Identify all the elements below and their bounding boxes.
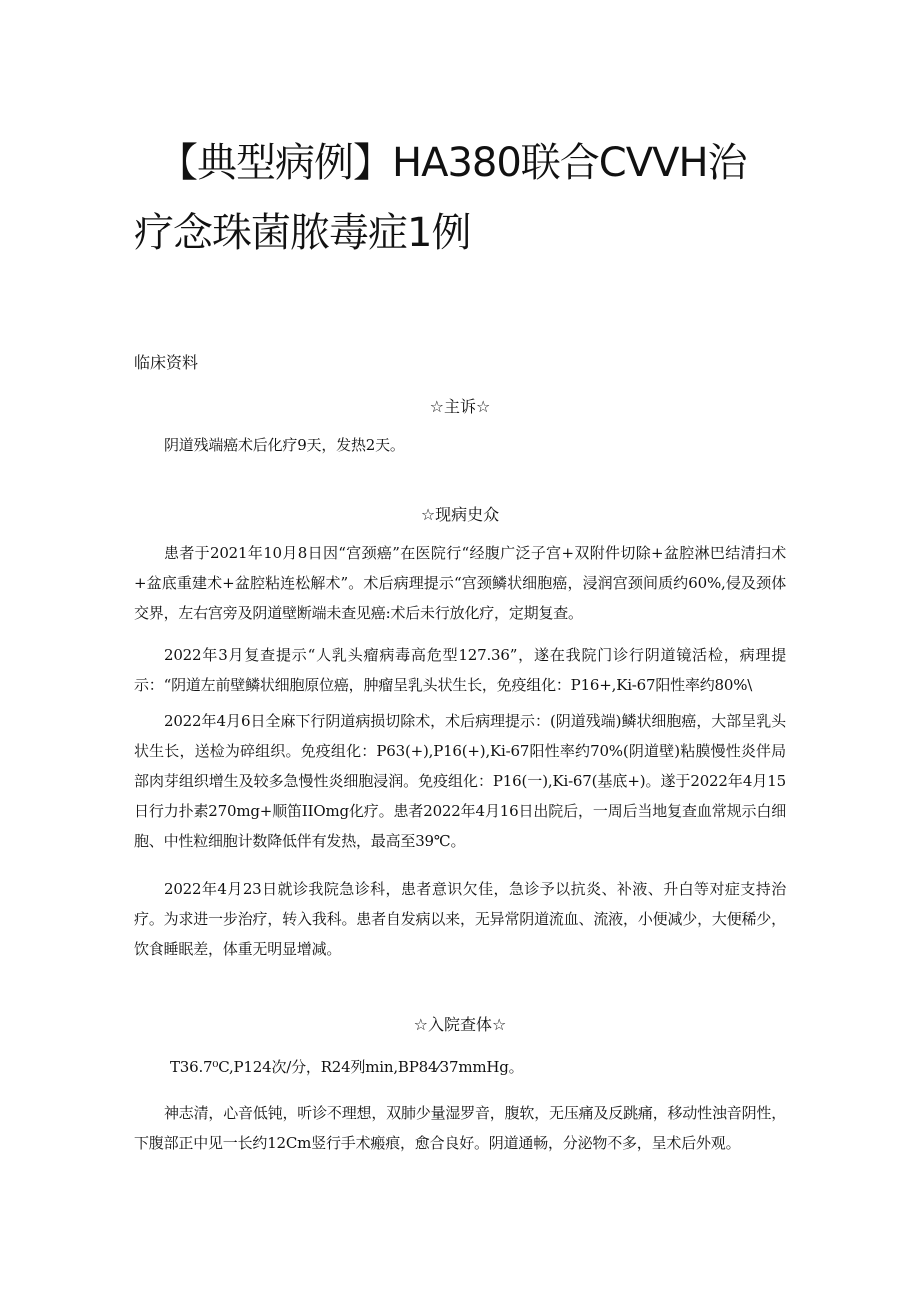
present-history-paragraph-1: 患者于2021年10月8日因“宫颈癌”在医院行“经腹广泛子宫+双附件切除+盆腔淋巴结清扫术+盆底重建术+盆腔粘连松解术”。术后病理提示“宫颈鳞状细胞癌，浸润宫颈间质约60%,侵及颈体交界，左右宫旁及阴道壁断端未查见癌:术后未行放化疗，定期复查。 [134, 544, 786, 622]
heading-present-history: ☆现病史众 [420, 505, 500, 524]
title-line-1: 【典型病例】HA380联合CVVH治 [158, 140, 747, 186]
physical-exam-vitals: T36.7⁰C,P124次/分，R24列min,BP84⁄37mmHg。 [170, 1058, 524, 1076]
present-history-paragraph-3: 2022年4月6日全麻下行阴道病损切除术，术后病理提示：(阴道残端)鳞状细胞癌，大部呈乳头状生长，送检为碎组织。免疫组化：P63(+),P16(+),Ki-67阳性率约70%(阴道壁)粘膜慢性炎伴局部肉芽组织增生及较多急慢性炎细胞浸润。免疫组化：P16(一),Ki-67(基底+)。遂于2022年4月15日行力扑素270mg+顺笛IIOmg化疗。患者2022年4月16日出院后，一周后当地复查血常规示白细胞、中性粒细胞计数降低伴有发热，最高至39℃。 [134, 712, 786, 850]
chief-complaint-text: 阴道残端癌术后化疗9天，发热2天。 [164, 436, 405, 454]
present-history-paragraph-2: 2022年3月复查提示“人乳头瘤病毒高危型127.36”，遂在我院门诊行阴道镜活检，病理提示：“阴道左前壁鳞状细胞原位癌，肿瘤呈乳头状生长，免疫组化：P16+,Ki-67阳性率约80%\ [134, 646, 786, 694]
physical-exam-paragraph: 神志清，心音低钝，听诊不理想，双肺少量湿罗音，腹软，无压痛及反跳痛，移动性浊音阴性，下腹部正中见一长约12Cm竖行手术瘢痕，愈合良好。阴道通畅，分泌物不多，呈术后外观。 [134, 1104, 786, 1152]
section-label-clinical-data: 临床资料 [134, 353, 199, 372]
title-line-2: 疗念珠菌脓毒症1例 [134, 210, 471, 256]
heading-chief-complaint: ☆主诉☆ [429, 397, 491, 416]
heading-physical-exam: ☆入院查体☆ [413, 1015, 507, 1034]
document-title [134, 128, 794, 268]
present-history-paragraph-4: 2022年4月23日就诊我院急诊科，患者意识欠佳，急诊予以抗炎、补液、升白等对症支持治疗。为求进一步治疗，转入我科。患者自发病以来，无异常阴道流血、流液，小便减少，大便稀少，饮食睡眠差，体重无明显增减。 [134, 880, 786, 958]
